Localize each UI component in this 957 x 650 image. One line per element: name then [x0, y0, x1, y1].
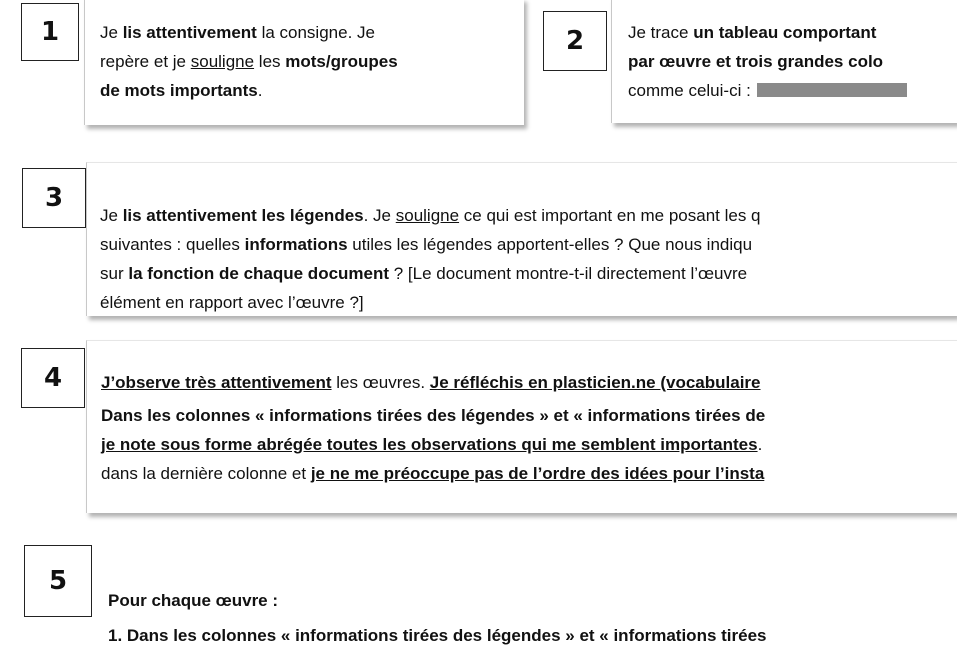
text-line: dans la dernière colonne et je ne me préoccupe pas de l’ordre des idées pour l’insta [101, 464, 765, 483]
text-line: J’observe très attentivement les œuvres. Je réfléchis en plasticien.ne (vocabulaire [101, 373, 761, 392]
text-line: Je lis attentivement les légendes. Je souligne ce qui est important en me posant les q [100, 206, 761, 225]
instruction-block-5 [108, 586, 950, 645]
step-number-label: 1 [40, 17, 60, 47]
text-line: 1. Dans les colonnes « informations tirées des légendes » et « informations tirées [108, 626, 767, 645]
text-line: Je trace un tableau comportant [628, 23, 877, 42]
step-number-5 [24, 545, 92, 617]
instruction-card-2 [611, 0, 957, 123]
instruction-card-1 [84, 0, 524, 125]
text-line: Dans les colonnes « informations tirées des légendes » et « informations tirées de [101, 406, 766, 425]
step-number-label: 4 [43, 363, 63, 393]
step-number-label: 2 [565, 26, 585, 56]
text-line: Je lis attentivement la consigne. Je [100, 23, 375, 42]
table-preview-bar [757, 83, 907, 97]
text-line: je note sous forme abrégée toutes les observations qui me semblent importantes. [101, 435, 763, 454]
step-number-label: 5 [48, 566, 68, 596]
text-line: sur la fonction de chaque document ? [Le document montre-t-il directement l’œuvre [100, 264, 748, 283]
step-number-4 [21, 348, 85, 408]
text-line: suivantes : quelles informations utiles les légendes apportent-elles ? Que nous indiqu [100, 235, 753, 254]
text-line: par œuvre et trois grandes colo [628, 52, 884, 71]
step-number-2 [543, 11, 607, 71]
text-line: comme celui-ci : [628, 76, 957, 105]
step-number-3 [22, 168, 86, 228]
instruction-card-3 [86, 162, 957, 316]
step-number-label: 3 [44, 183, 64, 213]
step-number-1 [21, 3, 79, 61]
text-line: repère et je souligne les mots/groupes [100, 52, 398, 71]
instruction-card-4 [86, 340, 957, 513]
text-line: élément en rapport avec l’œuvre ?] [100, 293, 364, 312]
text-line: de mots importants. [100, 81, 263, 100]
text-line: Pour chaque œuvre : [108, 591, 279, 610]
